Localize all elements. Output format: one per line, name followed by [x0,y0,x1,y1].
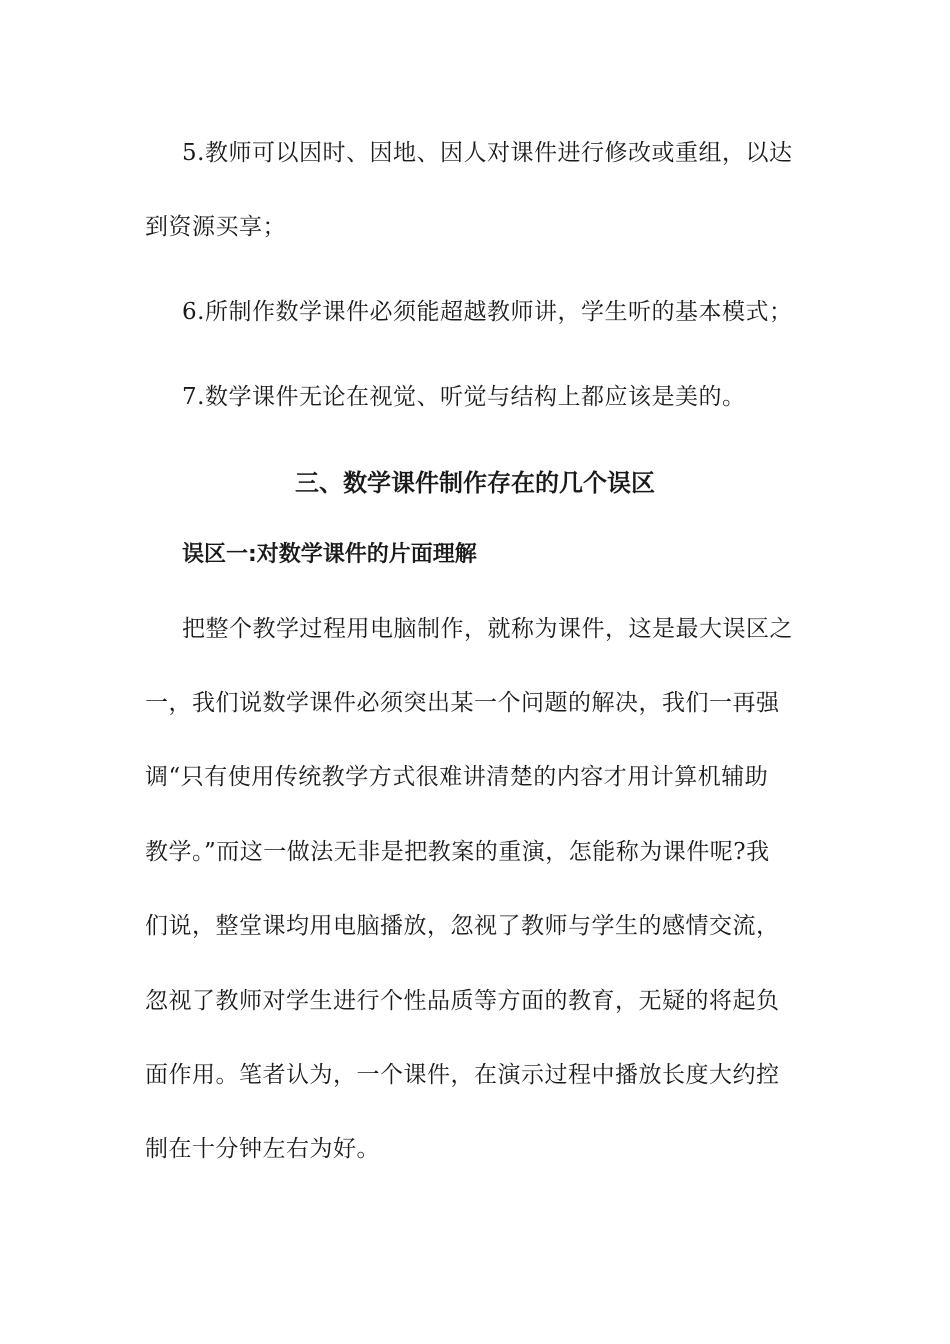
paragraph-line-1: 把整个教学过程用电脑制作，就称为课件，这是最大误区之 [182,616,793,642]
paragraph-line-8: 制在十分钟左右为好。 [145,1136,380,1162]
subsection-heading: 误区一:对数学课件的片面理解 [182,542,477,567]
paragraph-line-5: 们说，整堂课均用电脑播放，忽视了教师与学生的感情交流， [145,913,780,939]
list-item-5-line-1: 5.教师可以因时、因地、因人对课件进行修改或重组，以达 [182,140,793,166]
paragraph-line-3: 调“只有使用传统教学方式很难讲清楚的内容才用计算机辅助 [145,764,769,790]
paragraph-line-7: 面作用。笔者认为，一个课件，在演示过程中播放长度大约控 [145,1062,780,1088]
paragraph-line-2: 一，我们说数学课件必须突出某一个问题的解决，我们一再强 [145,690,780,716]
list-item-6: 6.所制作数学课件必须能超越教师讲，学生听的基本模式； [182,299,793,325]
paragraph-line-6: 忽视了教师对学生进行个性品质等方面的教育，无疑的将起负 [145,988,780,1014]
list-item-7: 7.数学课件无论在视觉、听觉与结构上都应该是美的。 [182,384,746,410]
section-heading: 三、数学课件制作存在的几个误区 [295,469,655,497]
paragraph-line-4: 教学。”而这一做法无非是把教案的重演，怎能称为课件呢?我 [145,839,770,865]
list-item-5-line-2: 到资源买享； [145,214,286,240]
